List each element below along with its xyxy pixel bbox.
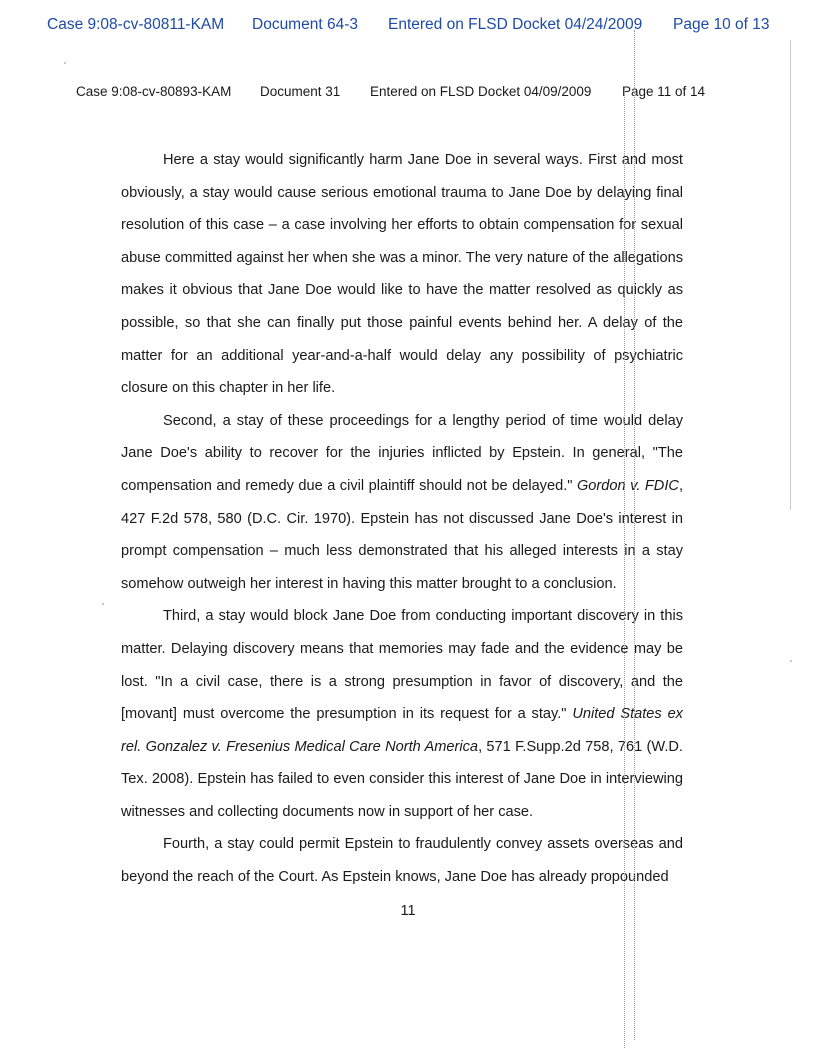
scan-artifact-speck [790, 660, 792, 662]
scan-artifact-line [624, 88, 625, 1048]
paragraph-emotional-harm: Here a stay would significantly harm Jane Doe in several ways. First and most obviously, a stay would cause serious emotional trauma to Jane Doe by delaying final resolution of this case – a case involving her efforts to obtain compensation for sexual abuse committed against her when she was a minor. The very nature of the allegations makes it obvious that Jane Doe would like to have the matter resolved as quickly as possible, so that she can finally put those painful events behind her. A delay of the matter for an additional year-and-a-half would delay any possibility of psychiatric closure on this chapter in her life. [121, 152, 683, 397]
document-body [121, 144, 683, 894]
original-filing-header [0, 84, 816, 104]
paragraph-delayed-recovery: Second, a stay of these proceedings for a lengthy period of time would delay Jane Doe's ability to recover for the injuries inflicted by Epstein. In general, "The compensation and remedy due a civil plaintiff should not be delayed." Gordon v. FDIC, 427 F.2d 578, 580 (D.C. Cir. 1970). Epstein has not discussed Jane Doe's interest in prompt compensation – much less demonstrated that his alleged interests in a stay somehow outweigh her interest in having this matter brought to a conclusion. [121, 412, 683, 592]
scan-artifact-line [790, 40, 791, 510]
ecf-entered-date: Entered on FLSD Docket 04/24/2009 [388, 16, 643, 33]
original-document-number: Document 31 [260, 84, 341, 99]
scan-artifact-line [634, 30, 635, 1040]
original-case-number: Case 9:08-cv-80893-KAM [76, 84, 232, 99]
case-citation: United States ex rel. Gonzalez v. Fresenius Medical Care North America [121, 706, 683, 755]
original-entered-date: Entered on FLSD Docket 04/09/2009 [370, 84, 592, 99]
ecf-case-number: Case 9:08-cv-80811-KAM [47, 16, 225, 33]
paragraph-asset-conveyance: Fourth, a stay could permit Epstein to fraudulently convey assets overseas and beyond the reach of the Court. As Epstein knows, Jane Doe has already propounded [121, 836, 683, 886]
paragraph-discovery: Third, a stay would block Jane Doe from conducting important discovery in this matter. Delaying discovery means that memories may fade and the evidence may be lost. "In a civil case, there is a strong presumption in favor of discovery, and the [movant] must overcome the presumption in its request for a stay." United States ex rel. Gonzalez v. Fresenius Medical Care North America, 571 F.Supp.2d 758, 761 (W.D. Tex. 2008). Epstein has failed to even consider this interest of Jane Doe in interviewing witnesses and collecting documents now in support of her case. [121, 608, 683, 820]
ecf-stamp-header [0, 16, 816, 38]
ecf-page-count: Page 10 of 13 [673, 16, 770, 33]
original-page-count: Page 11 of 14 [622, 84, 706, 99]
scan-artifact-speck [64, 62, 66, 64]
page-number: 11 [400, 903, 416, 919]
ecf-document-number: Document 64-3 [252, 16, 358, 33]
case-citation: Gordon v. FDIC [576, 477, 679, 494]
scan-artifact-speck [102, 603, 104, 605]
